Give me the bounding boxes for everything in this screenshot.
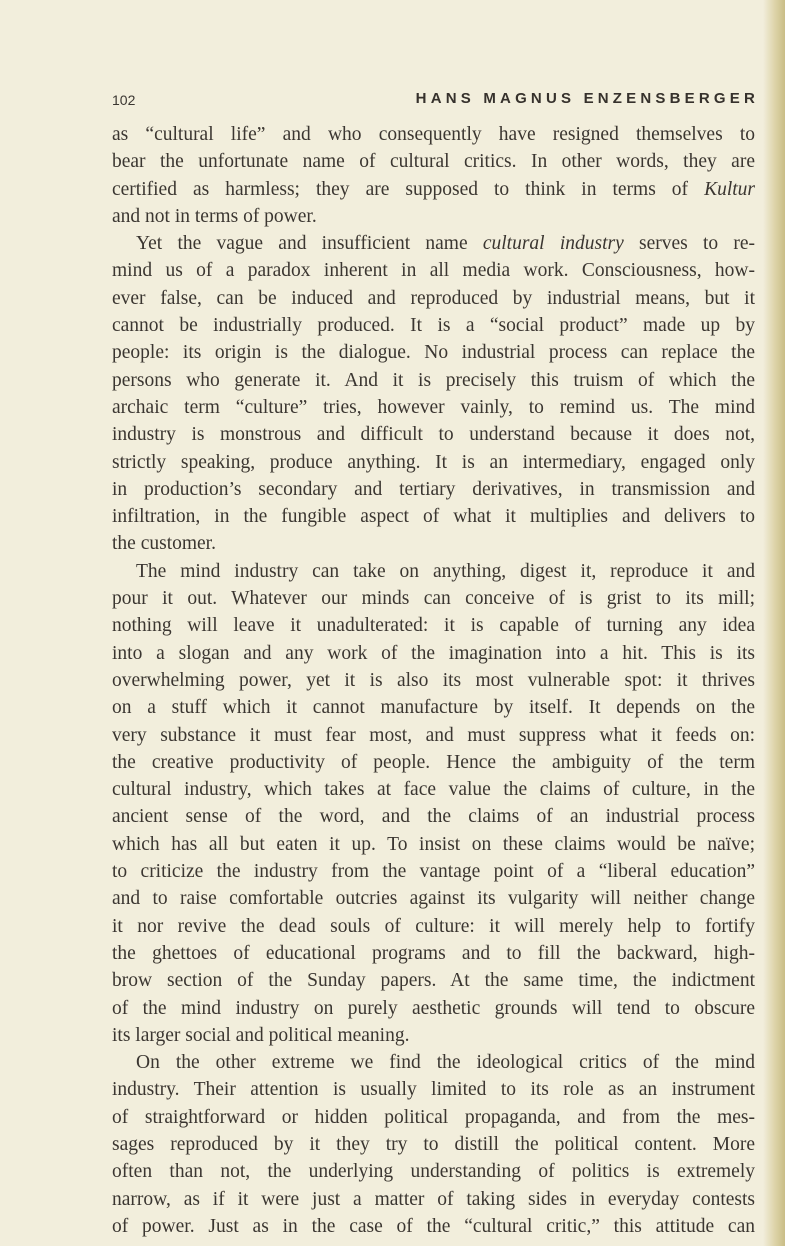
text-line: [112, 1186, 755, 1213]
text-line: [112, 367, 755, 394]
line-text: archaic term “culture” tries, however vainly, to remind us. The mind: [112, 396, 755, 418]
line-text: strictly speaking, produce anything. It is an intermediary, engaged only: [112, 451, 755, 473]
text-line: [112, 476, 755, 503]
line-text: pour it out. Whatever our minds can conceive of is grist to its mill;: [112, 588, 755, 610]
line-text: ever false, can be induced and reproduced by industrial means, but it: [112, 287, 755, 309]
text-line: [112, 148, 755, 175]
text-line: [112, 667, 755, 694]
line-text: narrow, as if it were just a matter of taking sides in everyday contests: [112, 1188, 755, 1210]
text-line: [112, 585, 755, 612]
text-line: [112, 312, 755, 339]
line-text: the ghettoes of educational programs and to fill the backward, high-: [112, 942, 755, 964]
text-line: [112, 913, 755, 940]
text-line: [112, 1213, 755, 1240]
text-line: [112, 940, 755, 967]
text-line: [112, 285, 755, 312]
page-header: [112, 90, 759, 112]
page-number: 102: [112, 92, 136, 108]
line-text: the creative productivity of people. Hence the ambiguity of the term: [112, 751, 755, 773]
line-text: people: its origin is the dialogue. No industrial process can replace the: [112, 342, 755, 364]
text-line: [112, 257, 755, 284]
text-line: [112, 694, 755, 721]
line-text: it nor revive the dead souls of culture: it will merely help to fortify: [112, 915, 755, 937]
text-line: [112, 612, 755, 639]
text-line: [112, 1076, 755, 1103]
line-text: to criticize the industry from the vantage point of a “liberal education”: [112, 861, 755, 883]
text-line: [112, 1049, 755, 1076]
line-text: Yet the vague and insufficient name: [136, 233, 483, 255]
text-line: [112, 1104, 755, 1131]
text-line: [112, 339, 755, 366]
line-text: brow section of the Sunday papers. At the same time, the indictment: [112, 970, 755, 992]
text-line: [112, 203, 755, 230]
line-text: cultural industry, which takes at face value the claims of culture, in the: [112, 779, 755, 801]
text-line: [112, 530, 755, 557]
text-line: [112, 803, 755, 830]
text-line: [112, 558, 755, 585]
line-text: very substance it must fear most, and must suppress what it feeds on:: [112, 724, 755, 746]
line-text: often than not, the underlying understanding of politics is extremely: [112, 1161, 755, 1183]
text-line: [112, 121, 755, 148]
line-text: of power. Just as in the case of the “cultural critic,” this attitude can: [112, 1215, 755, 1237]
line-text: industry is monstrous and difficult to understand because it does not,: [112, 424, 755, 446]
text-line: [112, 749, 755, 776]
line-text-after: serves to re-: [623, 233, 755, 255]
text-line: [112, 421, 755, 448]
line-text: overwhelming power, yet it is also its most vulnerable spot: it thrives: [112, 669, 755, 691]
line-text: its larger social and political meaning.: [112, 1024, 410, 1046]
text-line: [112, 230, 755, 257]
line-text: On the other extreme we find the ideological critics of the mind: [136, 1052, 755, 1074]
line-text: ancient sense of the word, and the claims of an industrial process: [112, 806, 755, 828]
line-text: and to raise comfortable outcries against its vulgarity will neither change: [112, 888, 755, 910]
text-line: [112, 967, 755, 994]
text-line: [112, 995, 755, 1022]
line-text: certified as harmless; they are supposed to think in terms of: [112, 178, 705, 200]
line-text: sages reproduced by it they try to distill the political content. More: [112, 1133, 755, 1155]
line-text: infiltration, in the fungible aspect of what it multiplies and delivers to: [112, 506, 755, 528]
line-text: in production’s secondary and tertiary derivatives, in transmission and: [112, 478, 755, 500]
line-text: The mind industry can take on anything, digest it, reproduce it and: [136, 560, 755, 582]
text-line: [112, 449, 755, 476]
text-line: [112, 722, 755, 749]
text-line: [112, 1158, 755, 1185]
body-text: [112, 121, 755, 1240]
line-text: industry. Their attention is usually limited to its role as an instrument: [112, 1079, 755, 1101]
line-text: nothing will leave it unadulterated: it is capable of turning any idea: [112, 615, 755, 637]
line-text: mind us of a paradox inherent in all media work. Consciousness, how-: [112, 260, 755, 282]
text-line: [112, 503, 755, 530]
page-edge-shadow: [763, 0, 785, 1246]
line-text: which has all but eaten it up. To insist on these claims would be naïve;: [112, 833, 755, 855]
line-text: of the mind industry on purely aesthetic grounds will tend to obscure: [112, 997, 755, 1019]
italic-term: Kultur: [704, 178, 755, 200]
line-text: into a slogan and any work of the imagination into a hit. This is its: [112, 642, 755, 664]
text-line: [112, 831, 755, 858]
text-line: [112, 176, 755, 203]
text-line: [112, 640, 755, 667]
running-head: HANS MAGNUS ENZENSBERGER: [415, 90, 759, 107]
line-text: bear the unfortunate name of cultural critics. In other words, they are: [112, 151, 755, 173]
line-text: of straightforward or hidden political propaganda, and from the mes-: [112, 1106, 755, 1128]
line-text: and not in terms of power.: [112, 205, 317, 227]
line-text: on a stuff which it cannot manufacture by itself. It depends on the: [112, 697, 755, 719]
text-line: [112, 394, 755, 421]
italic-term: cultural industry: [482, 233, 624, 255]
text-line: [112, 1022, 755, 1049]
line-text: cannot be industrially produced. It is a “social product” made up by: [112, 315, 755, 337]
line-text: the customer.: [112, 533, 216, 555]
text-line: [112, 858, 755, 885]
text-line: [112, 1131, 755, 1158]
text-line: [112, 776, 755, 803]
text-line: [112, 885, 755, 912]
line-text: persons who generate it. And it is precisely this truism of which the: [112, 369, 755, 391]
line-text: as “cultural life” and who consequently have resigned themselves to: [112, 124, 755, 145]
